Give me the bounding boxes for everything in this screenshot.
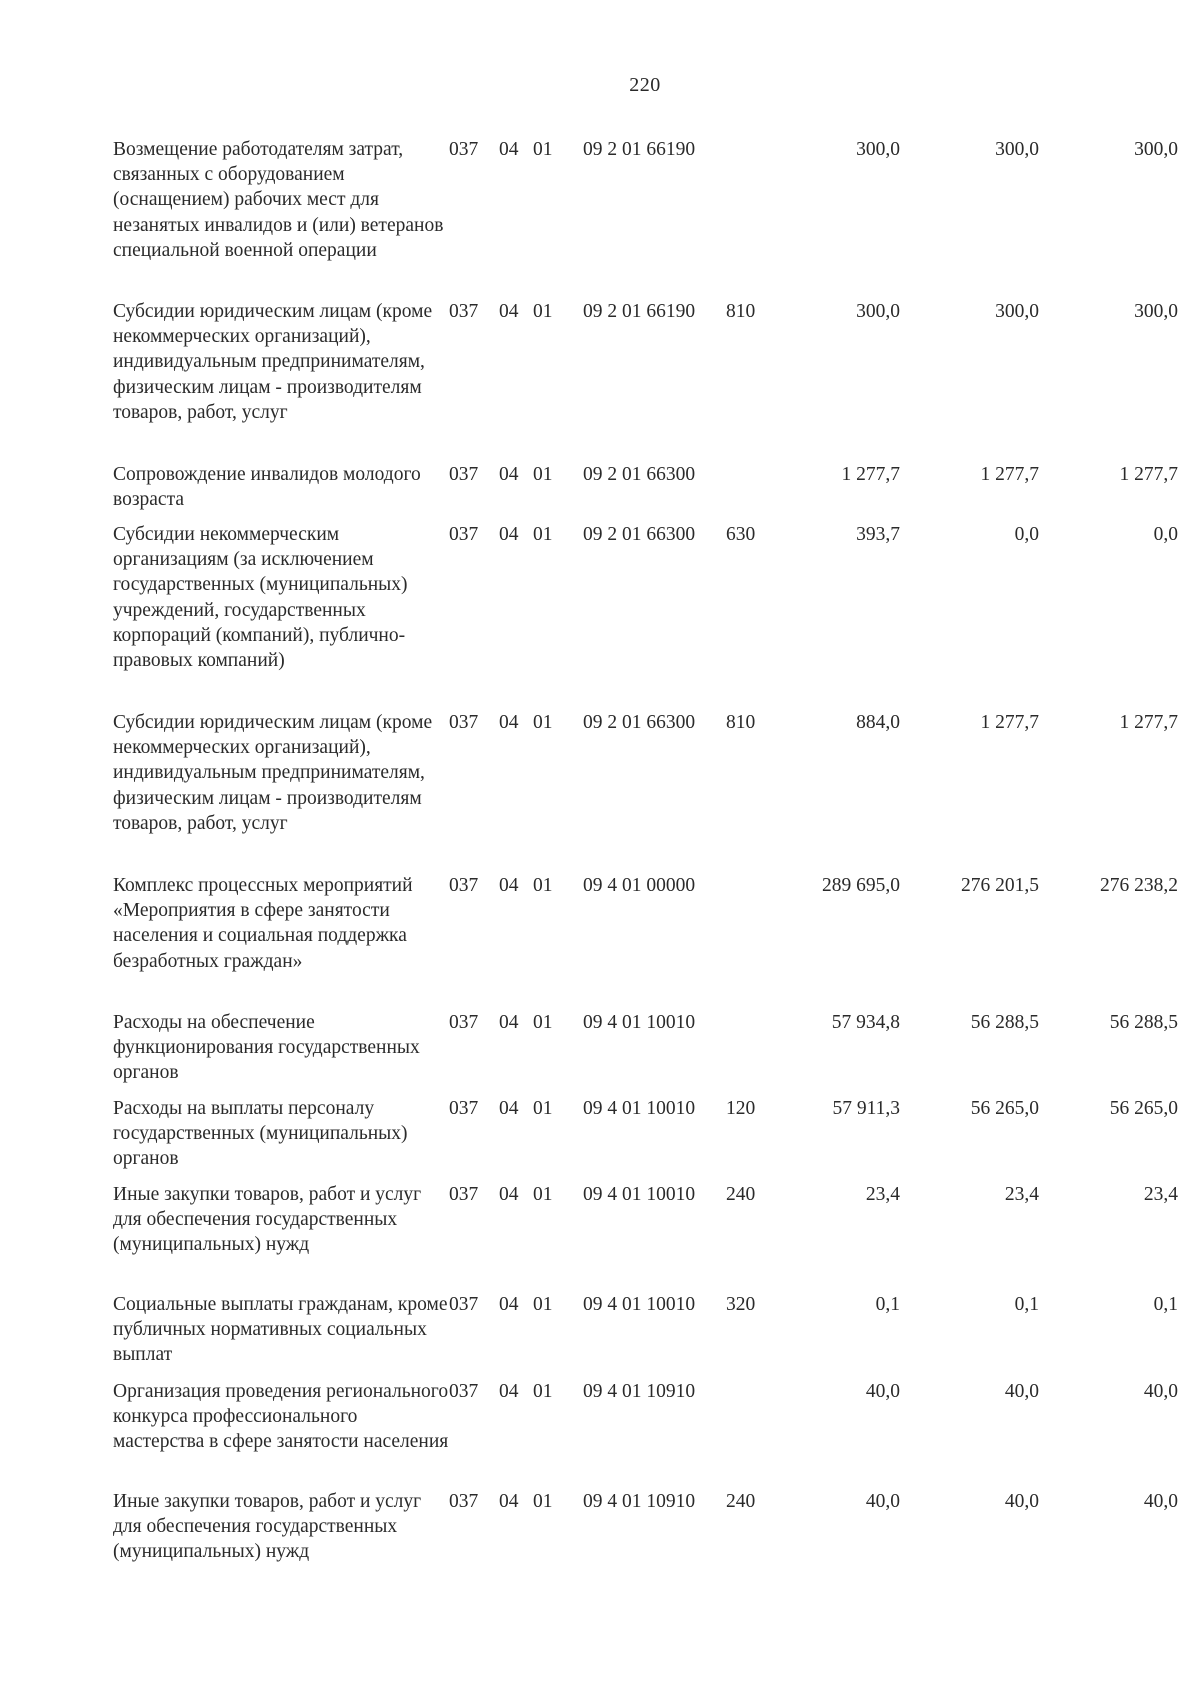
row-target-code: 09 4 01 10010 — [583, 1184, 696, 1205]
row-amount-year1: 289 695,0 — [822, 875, 900, 896]
row-amount-year2: 0,0 — [1014, 524, 1039, 545]
row-name: Иные закупки товаров, работ и услуг для обеспечения государственных (муниципальных) нужд — [113, 1491, 422, 1563]
row-admin-code: 037 — [449, 139, 479, 160]
row-target-code: 09 2 01 66190 — [583, 301, 696, 322]
row-name: Расходы на обеспечение функционирования государственных органов — [113, 1012, 420, 1084]
row-subsection-code: 01 — [533, 1184, 553, 1205]
row-subsection-code: 01 — [533, 1294, 553, 1315]
row-amount-year2: 56 288,5 — [970, 1012, 1039, 1033]
row-subsection-code: 01 — [533, 875, 553, 896]
row-admin-code: 037 — [449, 1184, 479, 1205]
row-amount-year2: 1 277,7 — [980, 464, 1039, 485]
row-amount-year2: 300,0 — [995, 139, 1039, 160]
row-amount-year1: 884,0 — [856, 712, 900, 733]
row-amount-year3: 300,0 — [1134, 139, 1178, 160]
row-section-code: 04 — [499, 524, 519, 545]
row-admin-code: 037 — [449, 875, 479, 896]
row-section-code: 04 — [499, 139, 519, 160]
row-admin-code: 037 — [449, 464, 479, 485]
row-amount-year1: 57 911,3 — [832, 1098, 900, 1119]
row-section-code: 04 — [499, 1294, 519, 1315]
row-expense-type: 810 — [726, 712, 756, 733]
row-target-code: 09 4 01 00000 — [583, 875, 696, 896]
row-amount-year3: 300,0 — [1134, 301, 1178, 322]
row-admin-code: 037 — [449, 1294, 479, 1315]
row-amount-year2: 276 201,5 — [961, 875, 1039, 896]
row-amount-year1: 300,0 — [856, 139, 900, 160]
row-amount-year2: 40,0 — [1004, 1381, 1039, 1402]
row-expense-type: 810 — [726, 301, 756, 322]
row-section-code: 04 — [499, 1381, 519, 1402]
row-section-code: 04 — [499, 301, 519, 322]
row-subsection-code: 01 — [533, 712, 553, 733]
row-amount-year3: 1 277,7 — [1119, 464, 1178, 485]
row-amount-year3: 40,0 — [1143, 1491, 1178, 1512]
row-amount-year1: 300,0 — [856, 301, 900, 322]
row-expense-type: 630 — [726, 524, 756, 545]
row-section-code: 04 — [499, 464, 519, 485]
row-amount-year2: 56 265,0 — [970, 1098, 1039, 1119]
row-amount-year1: 40,0 — [865, 1491, 900, 1512]
row-name: Иные закупки товаров, работ и услуг для обеспечения государственных (муниципальных) нужд — [113, 1184, 422, 1256]
row-amount-year3: 0,0 — [1153, 524, 1178, 545]
row-amount-year2: 1 277,7 — [980, 712, 1039, 733]
row-subsection-code: 01 — [533, 139, 553, 160]
row-name: Субсидии юридическим лицам (кроме некоммерческих организаций), индивидуальным предпринимателям, физическим лицам - производителям товаров, работ, услуг — [113, 301, 433, 423]
row-admin-code: 037 — [449, 712, 479, 733]
row-target-code: 09 2 01 66190 — [583, 139, 696, 160]
row-admin-code: 037 — [449, 1491, 479, 1512]
row-section-code: 04 — [499, 875, 519, 896]
row-admin-code: 037 — [449, 1012, 479, 1033]
row-amount-year1: 40,0 — [865, 1381, 900, 1402]
row-amount-year3: 40,0 — [1143, 1381, 1178, 1402]
row-amount-year1: 393,7 — [856, 524, 900, 545]
row-amount-year3: 56 288,5 — [1109, 1012, 1178, 1033]
row-amount-year3: 276 238,2 — [1100, 875, 1178, 896]
row-expense-type: 240 — [726, 1491, 756, 1512]
row-target-code: 09 4 01 10010 — [583, 1294, 696, 1315]
row-target-code: 09 4 01 10910 — [583, 1491, 696, 1512]
row-amount-year3: 0,1 — [1153, 1294, 1178, 1315]
row-target-code: 09 4 01 10010 — [583, 1098, 696, 1119]
row-target-code: 09 2 01 66300 — [583, 712, 696, 733]
row-admin-code: 037 — [449, 524, 479, 545]
row-subsection-code: 01 — [533, 1491, 553, 1512]
row-amount-year1: 23,4 — [865, 1184, 900, 1205]
row-name: Сопровождение инвалидов молодого возраста — [113, 464, 421, 511]
row-name: Социальные выплаты гражданам, кроме публичных нормативных социальных выплат — [113, 1294, 448, 1366]
row-section-code: 04 — [499, 1184, 519, 1205]
row-name: Субсидии некоммерческим организациям (за исключением государственных (муниципальных) учреждений, государственных корпораций (компаний), публично-правовых компаний) — [113, 524, 408, 672]
row-name: Субсидии юридическим лицам (кроме некоммерческих организаций), индивидуальным предпринимателям, физическим лицам - производителям товаров, работ, услуг — [113, 712, 433, 834]
row-section-code: 04 — [499, 1098, 519, 1119]
row-section-code: 04 — [499, 1012, 519, 1033]
row-amount-year1: 57 934,8 — [831, 1012, 900, 1033]
row-expense-type: 120 — [726, 1098, 756, 1119]
row-target-code: 09 4 01 10010 — [583, 1012, 696, 1033]
row-expense-type: 240 — [726, 1184, 756, 1205]
row-amount-year3: 23,4 — [1143, 1184, 1178, 1205]
row-amount-year2: 0,1 — [1014, 1294, 1039, 1315]
row-section-code: 04 — [499, 1491, 519, 1512]
row-name: Комплекс процессных мероприятий «Мероприятия в сфере занятости населения и социальная поддержка безработных граждан» — [113, 875, 413, 972]
row-amount-year2: 23,4 — [1004, 1184, 1039, 1205]
row-subsection-code: 01 — [533, 1381, 553, 1402]
row-amount-year2: 40,0 — [1004, 1491, 1039, 1512]
row-name: Возмещение работодателям затрат, связанных с оборудованием (оснащением) рабочих мест для незанятых инвалидов и (или) ветеранов специальной военной операции — [113, 139, 444, 261]
row-amount-year1: 0,1 — [875, 1294, 900, 1315]
row-target-code: 09 4 01 10910 — [583, 1381, 696, 1402]
row-subsection-code: 01 — [533, 301, 553, 322]
row-amount-year1: 1 277,7 — [841, 464, 900, 485]
row-subsection-code: 01 — [533, 464, 553, 485]
row-subsection-code: 01 — [533, 524, 553, 545]
row-name: Расходы на выплаты персоналу государственных (муниципальных) органов — [113, 1098, 408, 1170]
row-admin-code: 037 — [449, 301, 479, 322]
row-subsection-code: 01 — [533, 1012, 553, 1033]
row-target-code: 09 2 01 66300 — [583, 464, 696, 485]
row-admin-code: 037 — [449, 1098, 479, 1119]
row-target-code: 09 2 01 66300 — [583, 524, 696, 545]
row-subsection-code: 01 — [533, 1098, 553, 1119]
row-expense-type: 320 — [726, 1294, 756, 1315]
row-section-code: 04 — [499, 712, 519, 733]
row-amount-year3: 56 265,0 — [1109, 1098, 1178, 1119]
row-name: Организация проведения регионального конкурса профессионального мастерства в сфере занятости населения — [113, 1381, 449, 1453]
row-admin-code: 037 — [449, 1381, 479, 1402]
row-amount-year2: 300,0 — [995, 301, 1039, 322]
page-number: 220 — [629, 74, 661, 96]
row-amount-year3: 1 277,7 — [1119, 712, 1178, 733]
